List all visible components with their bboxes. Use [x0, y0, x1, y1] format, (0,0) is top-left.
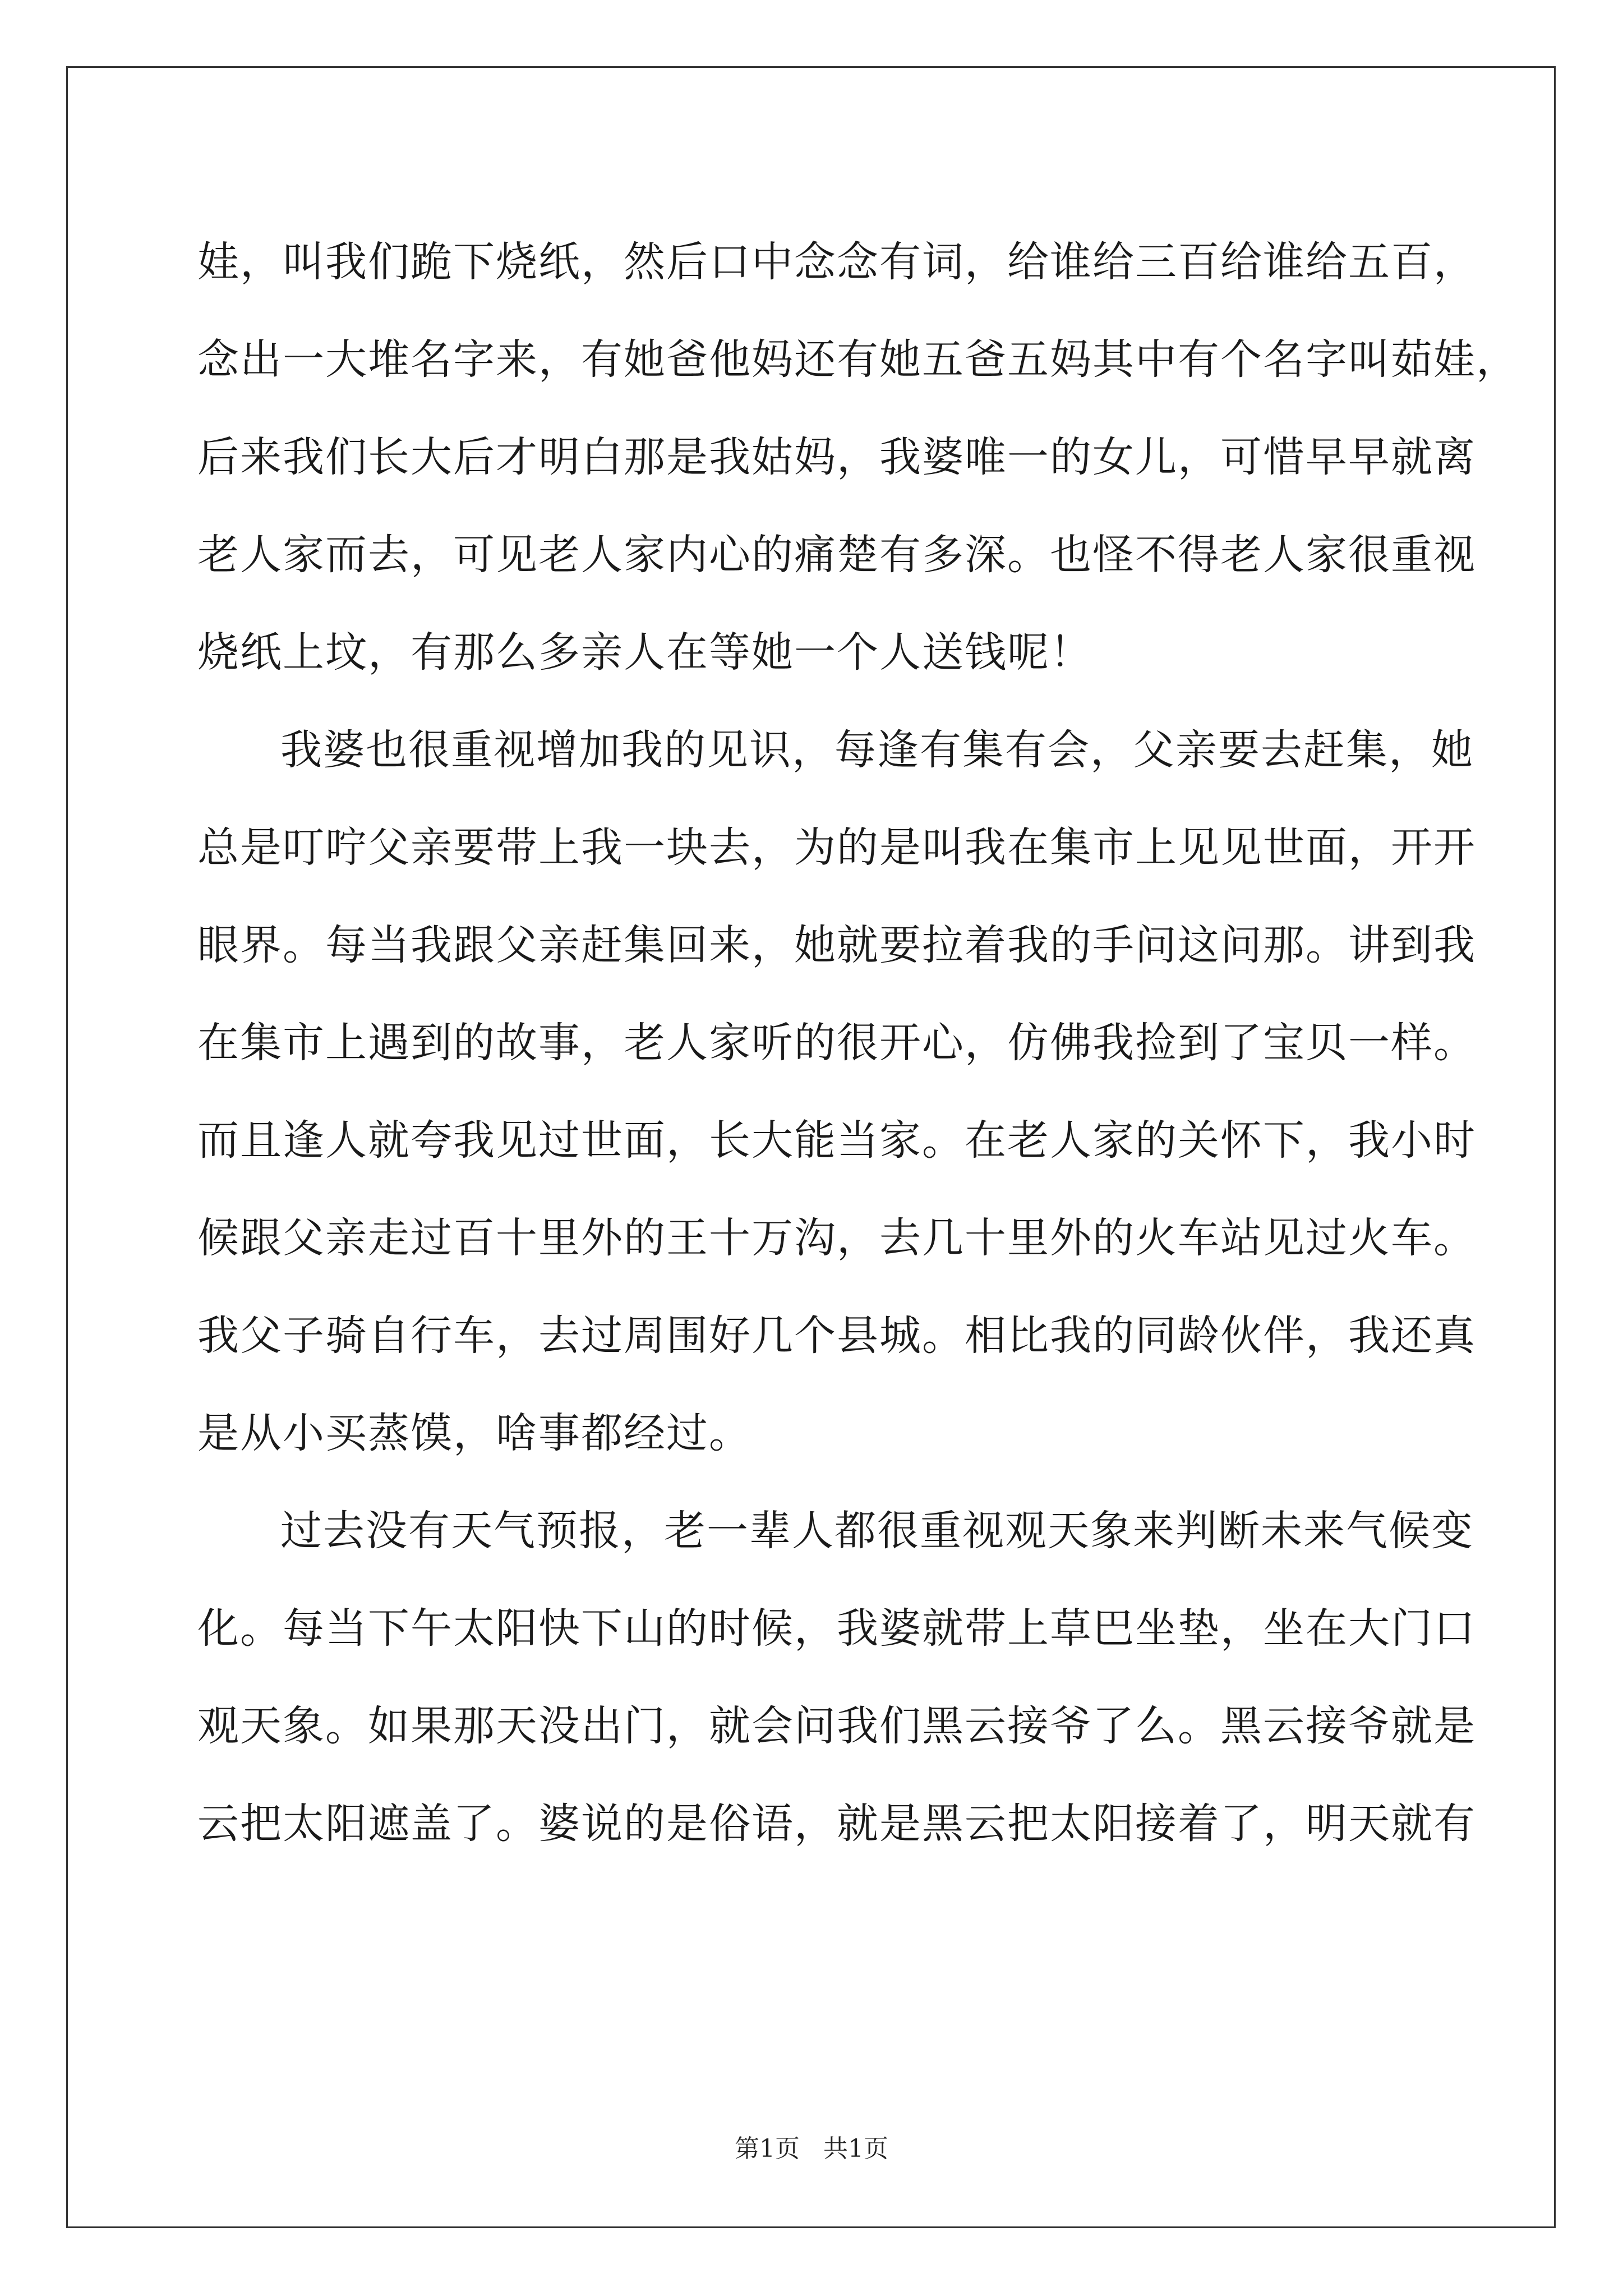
text-line: 云把太阳遮盖了。婆说的是俗语，就是黑云把太阳接着了，明天就有 — [197, 1800, 1476, 1848]
text-line: 候跟父亲走过百十里外的王十万沟，去几十里外的火车站见过火车。 — [197, 1214, 1476, 1262]
text-line: 在集市上遇到的故事，老人家听的很开心，仿佛我捡到了宝贝一样。 — [197, 1019, 1476, 1067]
text-line: 我父子骑自行车，去过周围好几个县城。相比我的同龄伙伴，我还真 — [197, 1312, 1476, 1360]
text-line: 总是叮咛父亲要带上我一块去，为的是叫我在集市上见见世面，开开 — [197, 823, 1476, 872]
text-line: 是从小买蒸馍，啥事都经过。 — [197, 1409, 751, 1457]
text-line: 观天象。如果那天没出门，就会问我们黑云接爷了么。黑云接爷就是 — [197, 1702, 1476, 1750]
paragraph-start-line: 过去没有天气预报，老一辈人都很重视观天象来判断未来气候变 — [280, 1507, 1474, 1555]
text-line: 烧纸上坟，有那么多亲人在等她一个人送钱呢！ — [197, 628, 1092, 677]
text-line: 后来我们长大后才明白那是我姑妈，我婆唯一的女儿，可惜早早就离 — [197, 433, 1476, 481]
document-body — [197, 213, 1519, 1872]
paragraph-start-line: 我婆也很重视增加我的见识，每逢有集有会，父亲要去赶集，她 — [280, 726, 1474, 774]
text-line: 老人家而去，可见老人家内心的痛楚有多深。也怪不得老人家很重视 — [197, 531, 1476, 579]
page-number-footer: 第1页 共1页 — [735, 2134, 888, 2163]
text-line: 念出一大堆名字来，有她爸他妈还有她五爸五妈其中有个名字叫茹娃， — [197, 335, 1519, 384]
text-line: 化。每当下午太阳快下山的时候，我婆就带上草巴坐垫，坐在大门口 — [197, 1604, 1476, 1653]
text-line: 眼界。每当我跟父亲赶集回来，她就要拉着我的手问这问那。讲到我 — [197, 921, 1476, 969]
text-line: 而且逢人就夸我见过世面，长大能当家。在老人家的关怀下，我小时 — [197, 1116, 1476, 1165]
text-line: 娃，叫我们跪下烧纸，然后口中念念有词，给谁给三百给谁给五百， — [197, 238, 1476, 286]
